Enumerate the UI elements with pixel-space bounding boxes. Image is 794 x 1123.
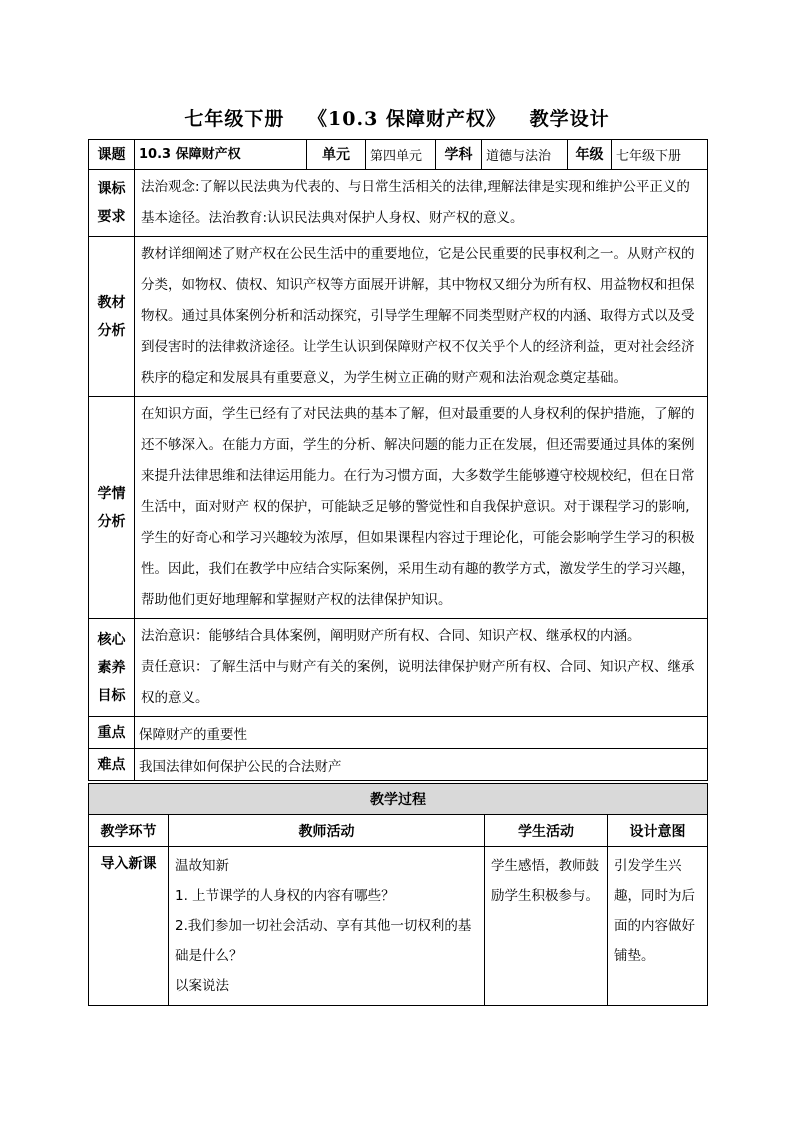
student-activity: 学生感悟，教师鼓励学生积极参与。 [485,847,608,1006]
material-label: 教材分析 [89,237,135,397]
title-lesson: 《10.3 保障财产权》 [308,108,506,130]
curriculum-text: 法治观念:了解以民法典为代表的、与日常生活相关的法律,理解法律是实现和维护公平正义的基本途径。法治教育:认识民法典对保护人身权、财产权的意义。 [135,170,708,237]
key-point-label: 重点 [89,717,135,749]
material-text: 教材详细阐述了财产权在公民生活中的重要地位，它是公民重要的民事权利之一。从财产权的分类，如物权、债权、知识产权等方面展开讲解，其中物权又细分为所有权、用益物权和担保物权。通过具体案例分析和活动探究，引导学生理解不同类型财产权的内涵、取得方式以及受到侵害时的法律救济途径。让学生认识到保障财产权不仅关乎个人的经济利益，更对社会经济秩序的稳定和发展具有重要意义，为学生树立正确的财产观和法治观念奠定基础。 [135,237,708,397]
stage-intro: 导入新课 [89,847,169,1006]
col-teacher: 教师活动 [169,815,485,847]
process-header-row [89,784,708,815]
grade-label: 年级 [568,140,612,170]
teacher-line-2: 1. 上节课学的人身权的内容有哪些？ [175,888,395,904]
curriculum-label: 课标要求 [89,170,135,237]
difficulty-row [89,749,708,781]
info-row [89,140,708,170]
col-student: 学生活动 [485,815,608,847]
teaching-process-table [88,783,708,1006]
teacher-line-4: 以案说法 [175,978,229,994]
key-point-text: 保障财产的重要性 [135,717,708,749]
unit-label: 单元 [307,140,366,170]
teacher-line-1: 温故知新 [175,858,229,874]
difficulty-label: 难点 [89,749,135,781]
material-row [89,237,708,397]
core-text [135,619,708,717]
grade-value: 七年级下册 [612,140,708,170]
topic-value: 10.3 保障财产权 [135,140,307,170]
core-label: 核心素养目标 [89,619,135,717]
lesson-info-table [88,139,708,781]
teacher-activity [169,847,485,1006]
col-intent: 设计意图 [608,815,708,847]
document-title [0,104,794,131]
learner-label: 学情分析 [89,397,135,619]
core-row [89,619,708,717]
subject-value: 道德与法治 [482,140,568,170]
learner-row [89,397,708,619]
teacher-line-3: 2.我们参加一切社会活动、享有其他一切权利的基础是什么？ [175,918,472,964]
curriculum-row [89,170,708,237]
col-stage: 教学环节 [89,815,169,847]
key-point-row [89,717,708,749]
topic-label: 课题 [89,140,135,170]
process-row-intro [89,847,708,1006]
process-header: 教学过程 [89,784,708,815]
unit-value: 第四单元 [366,140,436,170]
learner-text: 在知识方面，学生已经有了对民法典的基本了解，但对最重要的人身权利的保护措施，了解的还不够深入。在能力方面，学生的分析、解决问题的能力正在发展，但还需要通过具体的案例来提升法律思维和法律运用能力。在行为习惯方面，大多数学生能够遵守校规校纪，但在日常生活中，面对财产 权的保护，可能缺乏足够的警觉性和自我保护意识。对于课程学习的影响,学生的好奇心和学习兴趣较为浓厚，但如果课程内容过于理论化，可能会影响学生学习的积极性。因此，我们在教学中应结合实际案例，采用生动有趣的教学方式，激发学生的学习兴趣，帮助他们更好地理解和掌握财产权的法律保护知识。 [135,397,708,619]
title-suffix: 教学设计 [529,108,610,130]
subject-label: 学科 [436,140,482,170]
title-grade: 七年级下册 [184,108,285,130]
difficulty-text: 我国法律如何保护公民的合法财产 [135,749,708,781]
core-line-1: 法治意识：能够结合具体案例，阐明财产所有权、合同、知识产权、继承权的内涵。 [141,628,641,644]
design-intent: 引发学生兴趣，同时为后面的内容做好铺垫。 [608,847,708,1006]
process-columns-row [89,815,708,847]
core-line-2: 责任意识：了解生活中与财产有关的案例，说明法律保护财产所有权、合同、知识产权、继承权的意义。 [141,659,695,706]
